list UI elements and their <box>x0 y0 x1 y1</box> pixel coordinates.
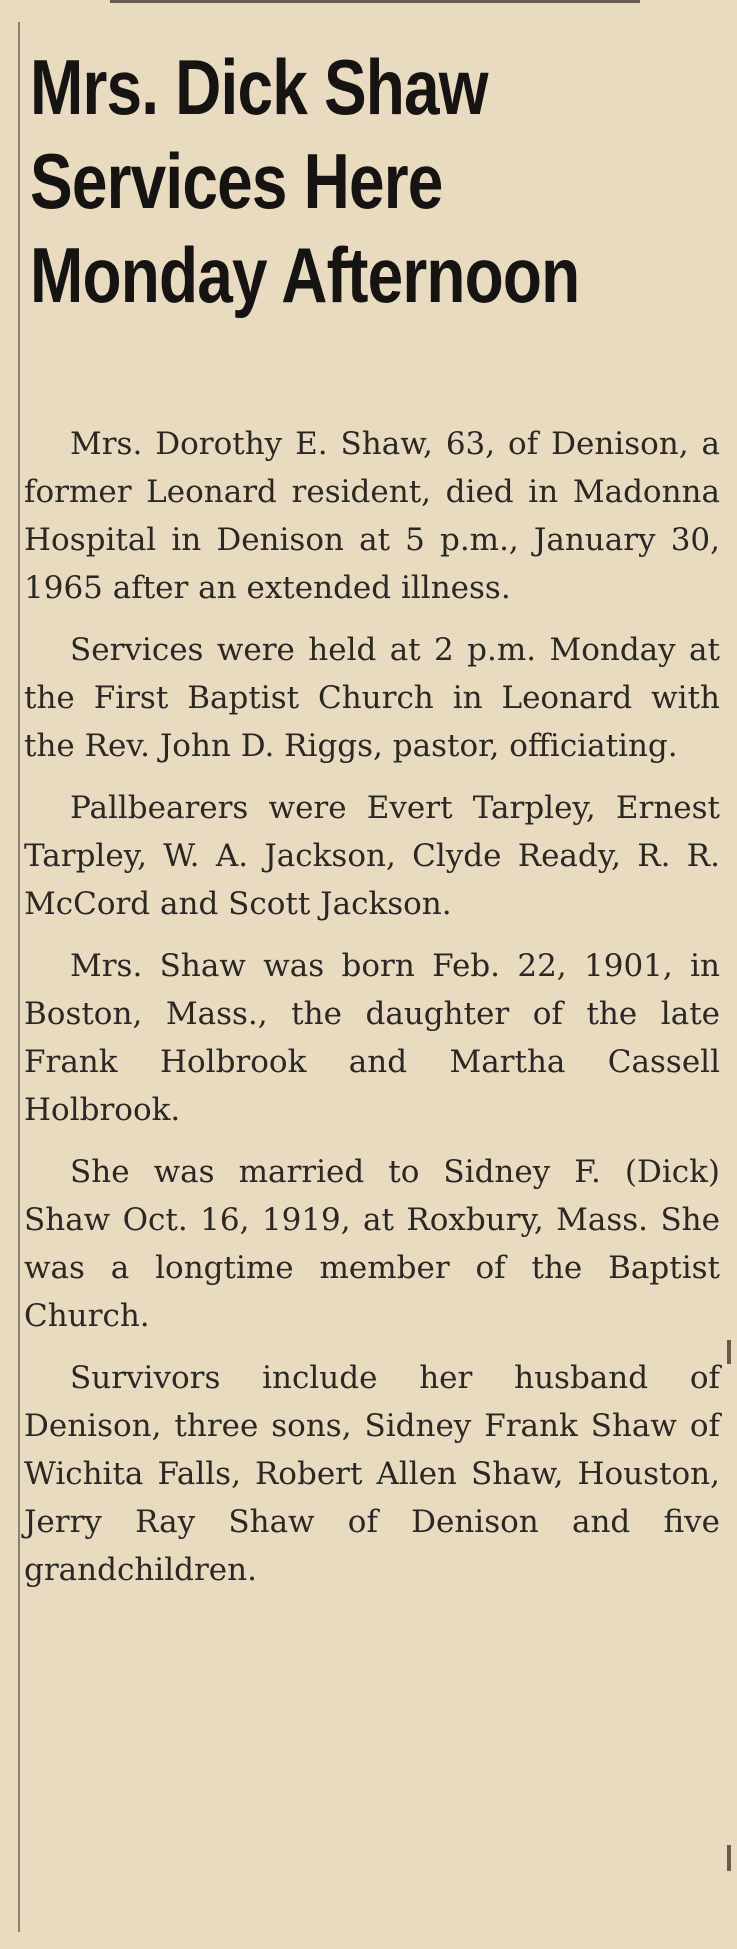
paragraph-pallbearers: Pallbearers were Evert Tarpley, Ernest Tarpley, W. A. Jackson, Clyde Ready, R. R. McCord and Scott Jackson. <box>24 790 720 922</box>
article-body <box>24 420 720 1608</box>
headline <box>30 40 588 322</box>
right-column-rule-mark <box>727 1845 731 1871</box>
right-column-rule-mark <box>727 1340 731 1364</box>
paragraph-services: Services were held at 2 p.m. Monday at the First Baptist Church in Leonard with the Rev. John D. Riggs, pastor, officiating. <box>24 632 720 764</box>
paragraph-death-notice: Mrs. Dorothy E. Shaw, 63, of Denison, a former Leonard resident, died in Madonna Hospital in Denison at 5 p.m., January 30, 1965 after an extended illness. <box>24 426 720 606</box>
headline-line: Services Here <box>30 137 443 225</box>
top-column-rule <box>110 0 640 3</box>
paragraph-marriage: She was married to Sidney F. (Dick) Shaw Oct. 16, 1919, at Roxbury, Mass. She was a longtime member of the Baptist Church. <box>24 1154 720 1334</box>
paragraph-survivors: Survivors include her husband of Denison, three sons, Sidney Frank Shaw of Wichita Falls, Robert Allen Shaw, Houston, Jerry Ray Shaw of Denison and five grandchildren. <box>24 1360 720 1588</box>
left-column-rule <box>18 22 20 1932</box>
headline-line: Monday Afternoon <box>30 231 580 319</box>
headline-line: Mrs. Dick Shaw <box>30 43 488 131</box>
paragraph-birth: Mrs. Shaw was born Feb. 22, 1901, in Boston, Mass., the daughter of the late Frank Holbrook and Martha Cassell Holbrook. <box>24 948 720 1128</box>
